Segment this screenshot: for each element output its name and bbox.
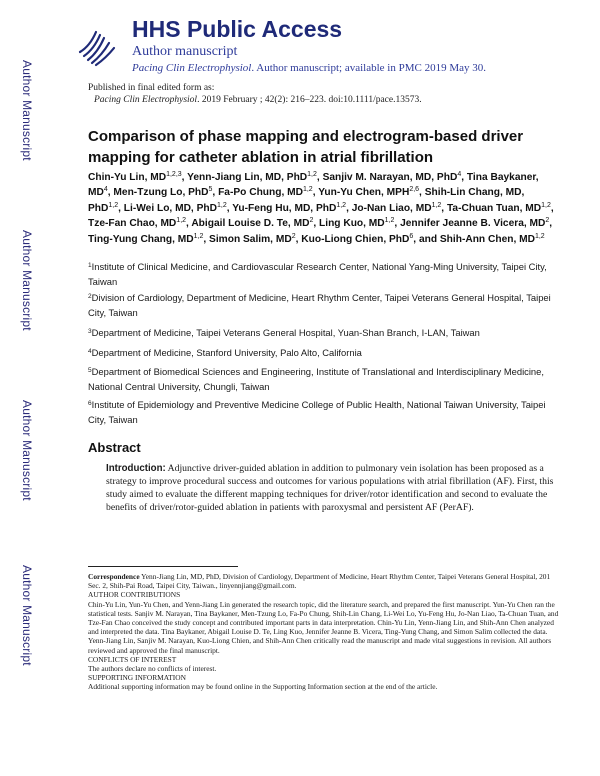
author-affiliation-mark: 1,2 — [384, 217, 395, 225]
author-affiliation-mark: 2 — [291, 232, 296, 240]
aff-num: 5 — [88, 367, 92, 374]
author — [232, 203, 346, 214]
author-name: Li-Wei Lo, MD, PhD — [123, 202, 217, 214]
author — [187, 172, 317, 183]
aff-num: 6 — [88, 400, 92, 407]
supporting-text: Additional supporting information may be found online in the Supporting Information section at the end of the article. — [88, 682, 438, 692]
footnotes — [88, 572, 562, 692]
author-name: Jo-Nan Liao, MD — [351, 202, 432, 214]
citation-details: . 2019 February ; 42(2): 216–223. doi:10.1111/pace.13573. — [197, 95, 422, 105]
author-affiliation-mark: 1,2 — [108, 201, 119, 209]
author-manuscript-subtitle: Author manuscript — [132, 44, 238, 59]
contributions-heading: AUTHOR CONTRIBUTIONS — [88, 590, 181, 600]
author-name: Sanjiv M. Narayan, MD, PhD — [322, 172, 458, 183]
author — [218, 187, 313, 198]
author-affiliation-mark: 1,2 — [534, 232, 545, 240]
side-label-2: Author Manuscript — [20, 230, 34, 331]
author — [124, 203, 227, 214]
intro-label: Introduction: — [106, 463, 166, 474]
author-affiliation-mark: 1,2 — [431, 201, 442, 209]
affiliation-2 — [88, 291, 558, 320]
author-affiliation-mark: 1,2 — [216, 201, 227, 209]
aff-num: 1 — [88, 262, 92, 269]
abstract-introduction — [106, 462, 558, 514]
author-name: Kuo-Liong Chien, PhD — [301, 233, 410, 245]
side-label-3: Author Manuscript — [20, 400, 34, 501]
aff-text: Institute of Clinical Medicine, and Cardiovascular Research Center, National Yang-Ming University, Taipei City, Taiwan — [88, 261, 547, 287]
author-name: Tina Baykaner, MD — [88, 172, 539, 199]
author — [88, 172, 182, 183]
published-in — [88, 82, 422, 106]
author-name: Tze-Fan Chao, MD — [88, 218, 177, 230]
author-name: Yu-Feng Hu, MD, PhD — [232, 202, 337, 214]
abstract-heading: Abstract — [88, 440, 141, 455]
author-name: Yun-Yu Chen, MPH — [318, 187, 410, 199]
author-name: Shih-Ann Chen, MD — [439, 233, 535, 245]
author-name: Jennifer Jeanne B. Vicera, MD — [400, 218, 546, 230]
aff-text: Department of Medicine, Taipei Veterans General Hospital, Yuan-Shan Branch, I-LAN, Taiwan — [91, 327, 480, 338]
author — [318, 187, 419, 198]
author — [319, 218, 394, 229]
citation-journal: Pacing Clin Electrophysiol — [94, 95, 198, 105]
author — [440, 234, 545, 245]
aff-text: Division of Cardiology, Department of Medicine, Heart Rhythm Center, Taipei Veterans General Hospital, Taipei City, Taiwan — [88, 292, 551, 318]
side-label-4: Author Manuscript — [20, 565, 34, 666]
affiliation-6 — [88, 398, 558, 427]
journal-name: Pacing Clin Electrophysiol — [132, 62, 252, 74]
supporting-heading: SUPPORTING INFORMATION — [88, 673, 186, 683]
author-affiliation-mark: 5 — [208, 186, 213, 194]
author-affiliation-mark: 1,2 — [193, 232, 204, 240]
aff-text: Department of Medicine, Stanford University, Palo Alto, California — [91, 347, 362, 358]
author-name: Ta-Chuan Tuan, MD — [446, 202, 542, 214]
author-affiliation-mark: 4 — [457, 171, 462, 178]
affiliation-3 — [88, 326, 558, 341]
author-name: Abigail Louise D. Te, MD — [191, 218, 310, 230]
author-list: Chin-Yu Lin, MD$^{1,2,3}$, Yenn-Jiang Lin, MD, PhD$^{1,2}$, Sanjiv M. Narayan, MD, PhD$^4$, Tina Baykaner, $MD^4$, Men-Tzung Lo, PhD$^5$, Fa-Po Chung, MD$^{1,2}$, Yun-Yu Chen, MPH$^{2,6}$, Shih-Lin Chang, MD, PhD$^{1,2}$, Li-Wei Lo, MD, PhD$^{1,2}$, Yu-Feng Hu, MD, PhD$^{1,2}$, Jo-Nan Liao, MD$^{1,2}$, Ta-Chuan Tuan, MD$^{1,2}$, Tze-Fan Chao, MD$^{1,2}$, Abigail Louise D. Te, $MD^2$, Ling Kuo, MD$^{1,2}$, Jennifer Jeanne B. Vicera, $MD^2$, Ting-Yung Chang, MD$^{1,2}$, Simon Salim, $MD^2$, Kuo-Liong Chien, PhD$^6$, and Shih-Ann Chen, MD$^{1,2}$ — [88, 171, 554, 245]
correspondence-text: Yenn-Jiang Lin, MD, PhD, Division of Cardiology, Department of Medicine, Heart Rhythm Center, Taipei Veterans General Hospital, 201 Sec. 2, Shih-Pai Road, Taipei City, Taiwan., linyennjiang@gmail.com. — [88, 572, 551, 591]
author — [352, 203, 442, 214]
citation — [88, 94, 422, 106]
article-title: Comparison of phase mapping and electrogram-based driver mapping for catheter ablation in atrial fibrillation — [88, 128, 524, 166]
author-affiliation-mark: 2 — [545, 217, 550, 225]
author-affiliation-mark: 1,2 — [302, 186, 313, 194]
conflicts-text: The authors declare no conflicts of interest. — [88, 664, 217, 674]
affiliation-4 — [88, 346, 558, 361]
journal-availability-line — [132, 62, 486, 74]
author — [323, 172, 462, 183]
author — [88, 234, 203, 245]
aff-num: 4 — [88, 348, 92, 355]
aff-text: Institute of Epidemiology and Preventive Medicine College of Public Health, National Taiwan University, Taipei City, Taiwan — [88, 399, 546, 425]
author — [301, 234, 413, 245]
author-name: Fa-Po Chung, MD — [218, 187, 303, 199]
author-affiliation-mark: 1,2 — [336, 201, 347, 209]
author-affiliation-mark: 2 — [309, 217, 314, 225]
author — [191, 218, 313, 229]
author-manuscript-sidebar — [8, 60, 34, 700]
author — [88, 218, 186, 229]
hhs-header — [74, 16, 574, 72]
author-name: Yenn-Jiang Lin, MD, PhD — [187, 172, 308, 183]
author-name: Chin-Yu Lin, MD — [88, 172, 167, 183]
author-name: Ling Kuo, MD — [319, 218, 385, 230]
affiliation-1 — [88, 260, 558, 289]
author — [209, 234, 296, 245]
published-label: Published in final edited form as: — [88, 83, 215, 93]
author-affiliation-mark: 1,2,3 — [166, 171, 182, 178]
intro-text: Adjunctive driver-guided ablation in addition to pulmonary vein isolation has been proposed as a strategy to improve procedural success and outcomes for various populations with atrial fibrillation (AF). First, this study aimed to evaluate the different mapping techniques for driver/rotor identification and second to evaluate the benefits of driver/rotor-guided ablation in patients with paroxysmal and persistent AF (PerAF). — [106, 463, 554, 513]
hhs-eagle-logo-icon — [74, 22, 120, 68]
author-name: Simon Salim, MD — [209, 233, 292, 245]
author-affiliation-mark: 1,2 — [307, 171, 317, 178]
author-affiliation-mark: 6 — [409, 232, 414, 240]
correspondence-label: Correspondence — [88, 572, 140, 581]
author — [447, 203, 551, 214]
author-name: Shih-Lin Chang, MD, PhD — [88, 187, 525, 214]
correspondence — [88, 572, 562, 590]
contributions-text: Chin-Yu Lin, Yun-Yu Chen, and Yenn-Jiang Lin generated the research topic, did the literature search, and prepared the first manuscript. Yun-Yu Chen ran the statistical tests. Sanjiv M. Narayan, Tina Baykaner, Men-Tzung Lo, Fa-Po Chung, Shih-Lin Chang, Li-Wei Lo, Yu-Feng Hu, Jo-Nan Liao, Ta-Chuan Tuan, and Tze-Fan Chao conceived the study concept and contributed important parts in data interpretation. Chin-Yu Lin, Yenn-Jiang Lin, and Shih-Ann Chen analyzed and interpreted the data. Tina Baykaner, Abigail Louise D. Te, Ling Kuo, Jennifer Jeanne B. Vicera, Ting-Yung Chang, and Simon Salim collected the data. Yenn-Jiang Lin, Sanjiv M. Narayan, Kuo-Liong Chien, and Shih-Ann Chen critically read the manuscript and made vital suggestions in revision. All authors reviewed and approved the final manuscript. — [88, 599, 559, 655]
footnote-divider — [88, 566, 238, 567]
side-label-1: Author Manuscript — [20, 60, 34, 161]
author-name: Men-Tzung Lo, PhD — [113, 187, 209, 199]
author-name: Ting-Yung Chang, MD — [88, 233, 194, 245]
author-affiliation-mark: 2,6 — [409, 186, 420, 194]
author — [113, 187, 212, 198]
aff-num: 3 — [88, 328, 92, 335]
aff-num: 2 — [88, 293, 92, 300]
affiliation-5 — [88, 365, 558, 394]
availability-text: . Author manuscript; available in PMC 2019 May 30. — [251, 62, 487, 74]
author — [400, 218, 549, 229]
aff-text: Department of Biomedical Sciences and Engineering, Institute of Translational and Interdisciplinary Medicine, National Central University, Chungli, Taiwan — [88, 366, 544, 392]
author-affiliation-mark: 1,2 — [541, 201, 551, 209]
hhs-public-access-title: HHS Public Access — [132, 16, 343, 42]
author-affiliation-mark: 1,2 — [176, 217, 187, 225]
author-affiliation-mark: 4 — [103, 186, 108, 194]
conflicts-heading: CONFLICTS OF INTEREST — [88, 654, 177, 664]
